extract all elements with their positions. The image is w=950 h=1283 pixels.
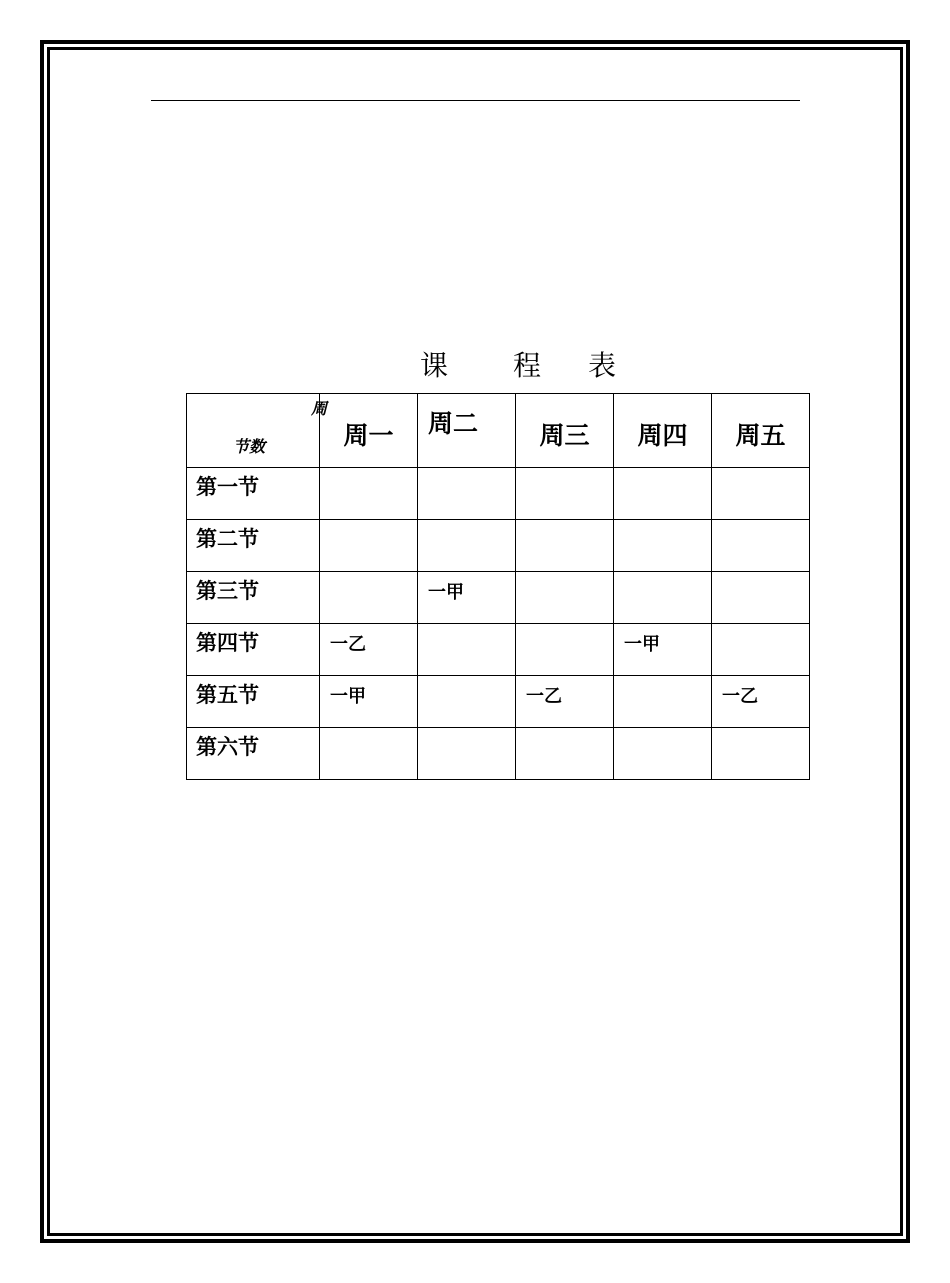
schedule-cell <box>614 728 712 780</box>
schedule-cell <box>418 468 516 520</box>
schedule-cell: 一乙 <box>516 676 614 728</box>
schedule-cell <box>516 624 614 676</box>
schedule-cell <box>614 572 712 624</box>
period-label: 第六节 <box>187 728 320 780</box>
corner-period-label: 节数 <box>233 437 266 456</box>
schedule-cell <box>516 728 614 780</box>
schedule-cell <box>712 572 810 624</box>
schedule-cell <box>320 572 418 624</box>
schedule-cell <box>614 520 712 572</box>
period-label: 第三节 <box>187 572 320 624</box>
schedule-cell: 一乙 <box>320 624 418 676</box>
schedule-cell: 一甲 <box>418 572 516 624</box>
table-header-row <box>187 394 810 468</box>
period-label: 第四节 <box>187 624 320 676</box>
period-label: 第二节 <box>187 520 320 572</box>
schedule-table <box>186 393 810 780</box>
schedule-cell <box>320 728 418 780</box>
corner-week-label: 周 <box>311 399 328 418</box>
schedule-cell <box>418 728 516 780</box>
table-row <box>187 520 810 572</box>
schedule-cell <box>418 624 516 676</box>
page-title <box>420 346 640 386</box>
day-header-wed: 周三 <box>516 394 614 468</box>
table-row <box>187 624 810 676</box>
header-rule <box>151 100 800 101</box>
schedule-cell <box>320 520 418 572</box>
day-header-mon: 周一 <box>320 394 418 468</box>
schedule-cell <box>712 520 810 572</box>
period-label: 第五节 <box>187 676 320 728</box>
title-char-1: 课 <box>420 349 449 382</box>
table-row <box>187 728 810 780</box>
schedule-cell <box>320 468 418 520</box>
schedule-cell: 一甲 <box>614 624 712 676</box>
schedule-cell <box>418 520 516 572</box>
title-char-2: 程 <box>513 349 542 382</box>
period-label: 第一节 <box>187 468 320 520</box>
day-header-fri: 周五 <box>712 394 810 468</box>
schedule-cell <box>614 468 712 520</box>
schedule-cell <box>614 676 712 728</box>
schedule-cell <box>712 468 810 520</box>
schedule-cell <box>712 624 810 676</box>
table-row <box>187 676 810 728</box>
day-header-tue: 周二 <box>418 394 516 468</box>
table-row <box>187 572 810 624</box>
corner-cell <box>187 394 328 468</box>
title-char-3: 表 <box>588 349 617 382</box>
table-row <box>187 468 810 520</box>
schedule-cell <box>418 676 516 728</box>
schedule-cell <box>516 468 614 520</box>
schedule-cell <box>516 520 614 572</box>
schedule-cell: 一乙 <box>712 676 810 728</box>
schedule-cell <box>712 728 810 780</box>
day-header-thu: 周四 <box>614 394 712 468</box>
schedule-cell <box>516 572 614 624</box>
schedule-cell: 一甲 <box>320 676 418 728</box>
